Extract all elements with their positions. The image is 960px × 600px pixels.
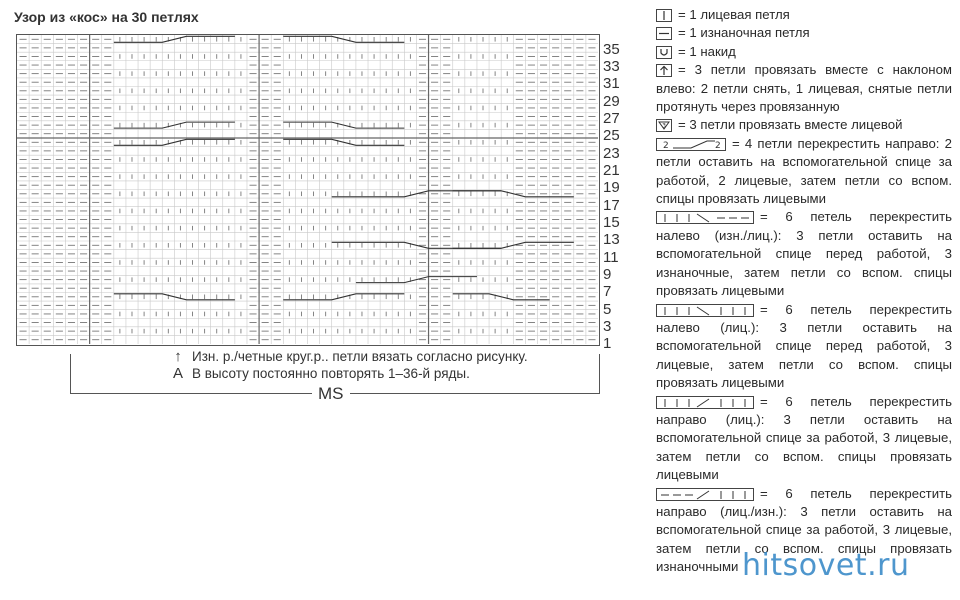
row-number: 21 bbox=[603, 162, 620, 179]
knitting-chart bbox=[16, 34, 600, 346]
cross-3-3-right-knit-icon bbox=[656, 396, 754, 409]
row-number: 33 bbox=[603, 58, 620, 75]
cross-3-3-left-knit-icon bbox=[656, 304, 754, 317]
knit-stitch-icon bbox=[656, 9, 672, 22]
grid-lines bbox=[17, 35, 598, 344]
row-number: 9 bbox=[603, 266, 612, 283]
note-text: В высоту постоянно повторять 1–36-й ряды. bbox=[192, 366, 470, 381]
chart-grid bbox=[17, 35, 598, 344]
repeat-label: MS bbox=[312, 384, 350, 404]
legend-item-cross-left-purl bbox=[656, 208, 952, 300]
legend-item-yarn-over bbox=[656, 43, 952, 61]
watermark-logo: hitsovet.ru bbox=[742, 548, 910, 583]
cross-3-3-left-purl-icon bbox=[656, 211, 754, 224]
cross-2-2-right-icon bbox=[656, 138, 726, 151]
legend-text: = 6 петель перекрестить налево (лиц.): 3 петли оставить на вспомогательной спице перед работой, 3 лицевые, затем петли со вспом. спицы провязать лицевыми bbox=[656, 301, 952, 391]
symbol-legend bbox=[656, 6, 952, 577]
purl-stitch-icon bbox=[656, 27, 672, 40]
legend-item-purl bbox=[656, 24, 952, 42]
svg-text:2: 2 bbox=[715, 140, 721, 150]
legend-text: = 6 петель перекрестить направо (лиц.): 3 петли оставить на вспомогательной спице за работой, 3 лицевые, затем петли со вспом. спицы провязать лицевыми bbox=[656, 393, 952, 483]
row-number: 17 bbox=[603, 196, 620, 214]
legend-item-knit bbox=[656, 6, 952, 24]
row-numbers bbox=[603, 34, 637, 353]
legend-item-k3tog bbox=[656, 116, 952, 134]
k3tog-left-icon bbox=[656, 64, 672, 77]
legend-text: = 6 петель перекрестить налево (изн./лиц.): 3 петли оставить на вспомогательной спице перед работой, 3 изнаночные, затем петли со вспом. спицы провязать лицевыми bbox=[656, 209, 952, 299]
legend-text: = 1 накид bbox=[678, 43, 736, 59]
chart-title: Узор из «кос» на 30 петлях bbox=[14, 9, 199, 25]
row-number: 11 bbox=[603, 248, 619, 266]
row-number: 29 bbox=[603, 92, 620, 110]
row-number: 23 bbox=[603, 144, 620, 162]
letter-a-icon: A bbox=[172, 365, 183, 382]
legend-text: = 1 изнаночная петля bbox=[678, 25, 810, 41]
row-number: 27 bbox=[603, 110, 620, 127]
legend-item-k3tog-left bbox=[656, 61, 952, 116]
cross-3-3-right-purl-icon bbox=[656, 488, 754, 501]
row-number: 7 bbox=[603, 283, 612, 301]
legend-item-cross-2-2-right bbox=[656, 135, 952, 209]
arrow-up-icon: ↑ bbox=[174, 348, 182, 365]
row-number: 31 bbox=[603, 75, 620, 93]
legend-text: = 3 петли провязать вместе лицевой bbox=[678, 117, 903, 133]
legend-text: = 1 лицевая петля bbox=[678, 7, 790, 22]
row-number: 3 bbox=[603, 318, 612, 335]
svg-text:2: 2 bbox=[663, 140, 669, 150]
legend-item-cross-right-knit bbox=[656, 393, 952, 485]
note-even-rows bbox=[168, 348, 528, 365]
row-number: 25 bbox=[603, 127, 620, 145]
legend-text: = 4 петли перекрестить направо: 2 петли оставить на вспомогательной спице за работой, 2 лицевые, затем петли со вспом. спицы провязать лицевыми bbox=[656, 135, 952, 207]
chart-notes bbox=[168, 348, 528, 382]
row-number: 1 bbox=[603, 335, 612, 353]
row-number: 13 bbox=[603, 231, 620, 249]
row-number: 15 bbox=[603, 214, 620, 231]
note-repeat bbox=[168, 365, 528, 382]
k3tog-icon bbox=[656, 119, 672, 132]
legend-item-cross-left-knit bbox=[656, 301, 952, 393]
row-number: 35 bbox=[603, 40, 620, 58]
legend-text: = 6 петель перекрестить направо (лиц./изн.): 3 петли оставить на вспомогательной спице за работой, 3 лицевые, затем петли со вспом. спицы провязать изнаночными bbox=[656, 485, 952, 575]
row-number: 19 bbox=[603, 179, 620, 197]
yarn-over-icon bbox=[656, 46, 672, 59]
legend-text: = 3 петли провязать вместе с наклоном влево: 2 петли снять, 1 лицевая, снятые петли протянуть через провязанную bbox=[656, 62, 952, 115]
svg-text:3: 3 bbox=[662, 122, 666, 130]
row-number: 5 bbox=[603, 300, 612, 318]
note-text: Изн. р./четные круг.р.. петли вязать согласно рисунку. bbox=[192, 349, 528, 364]
